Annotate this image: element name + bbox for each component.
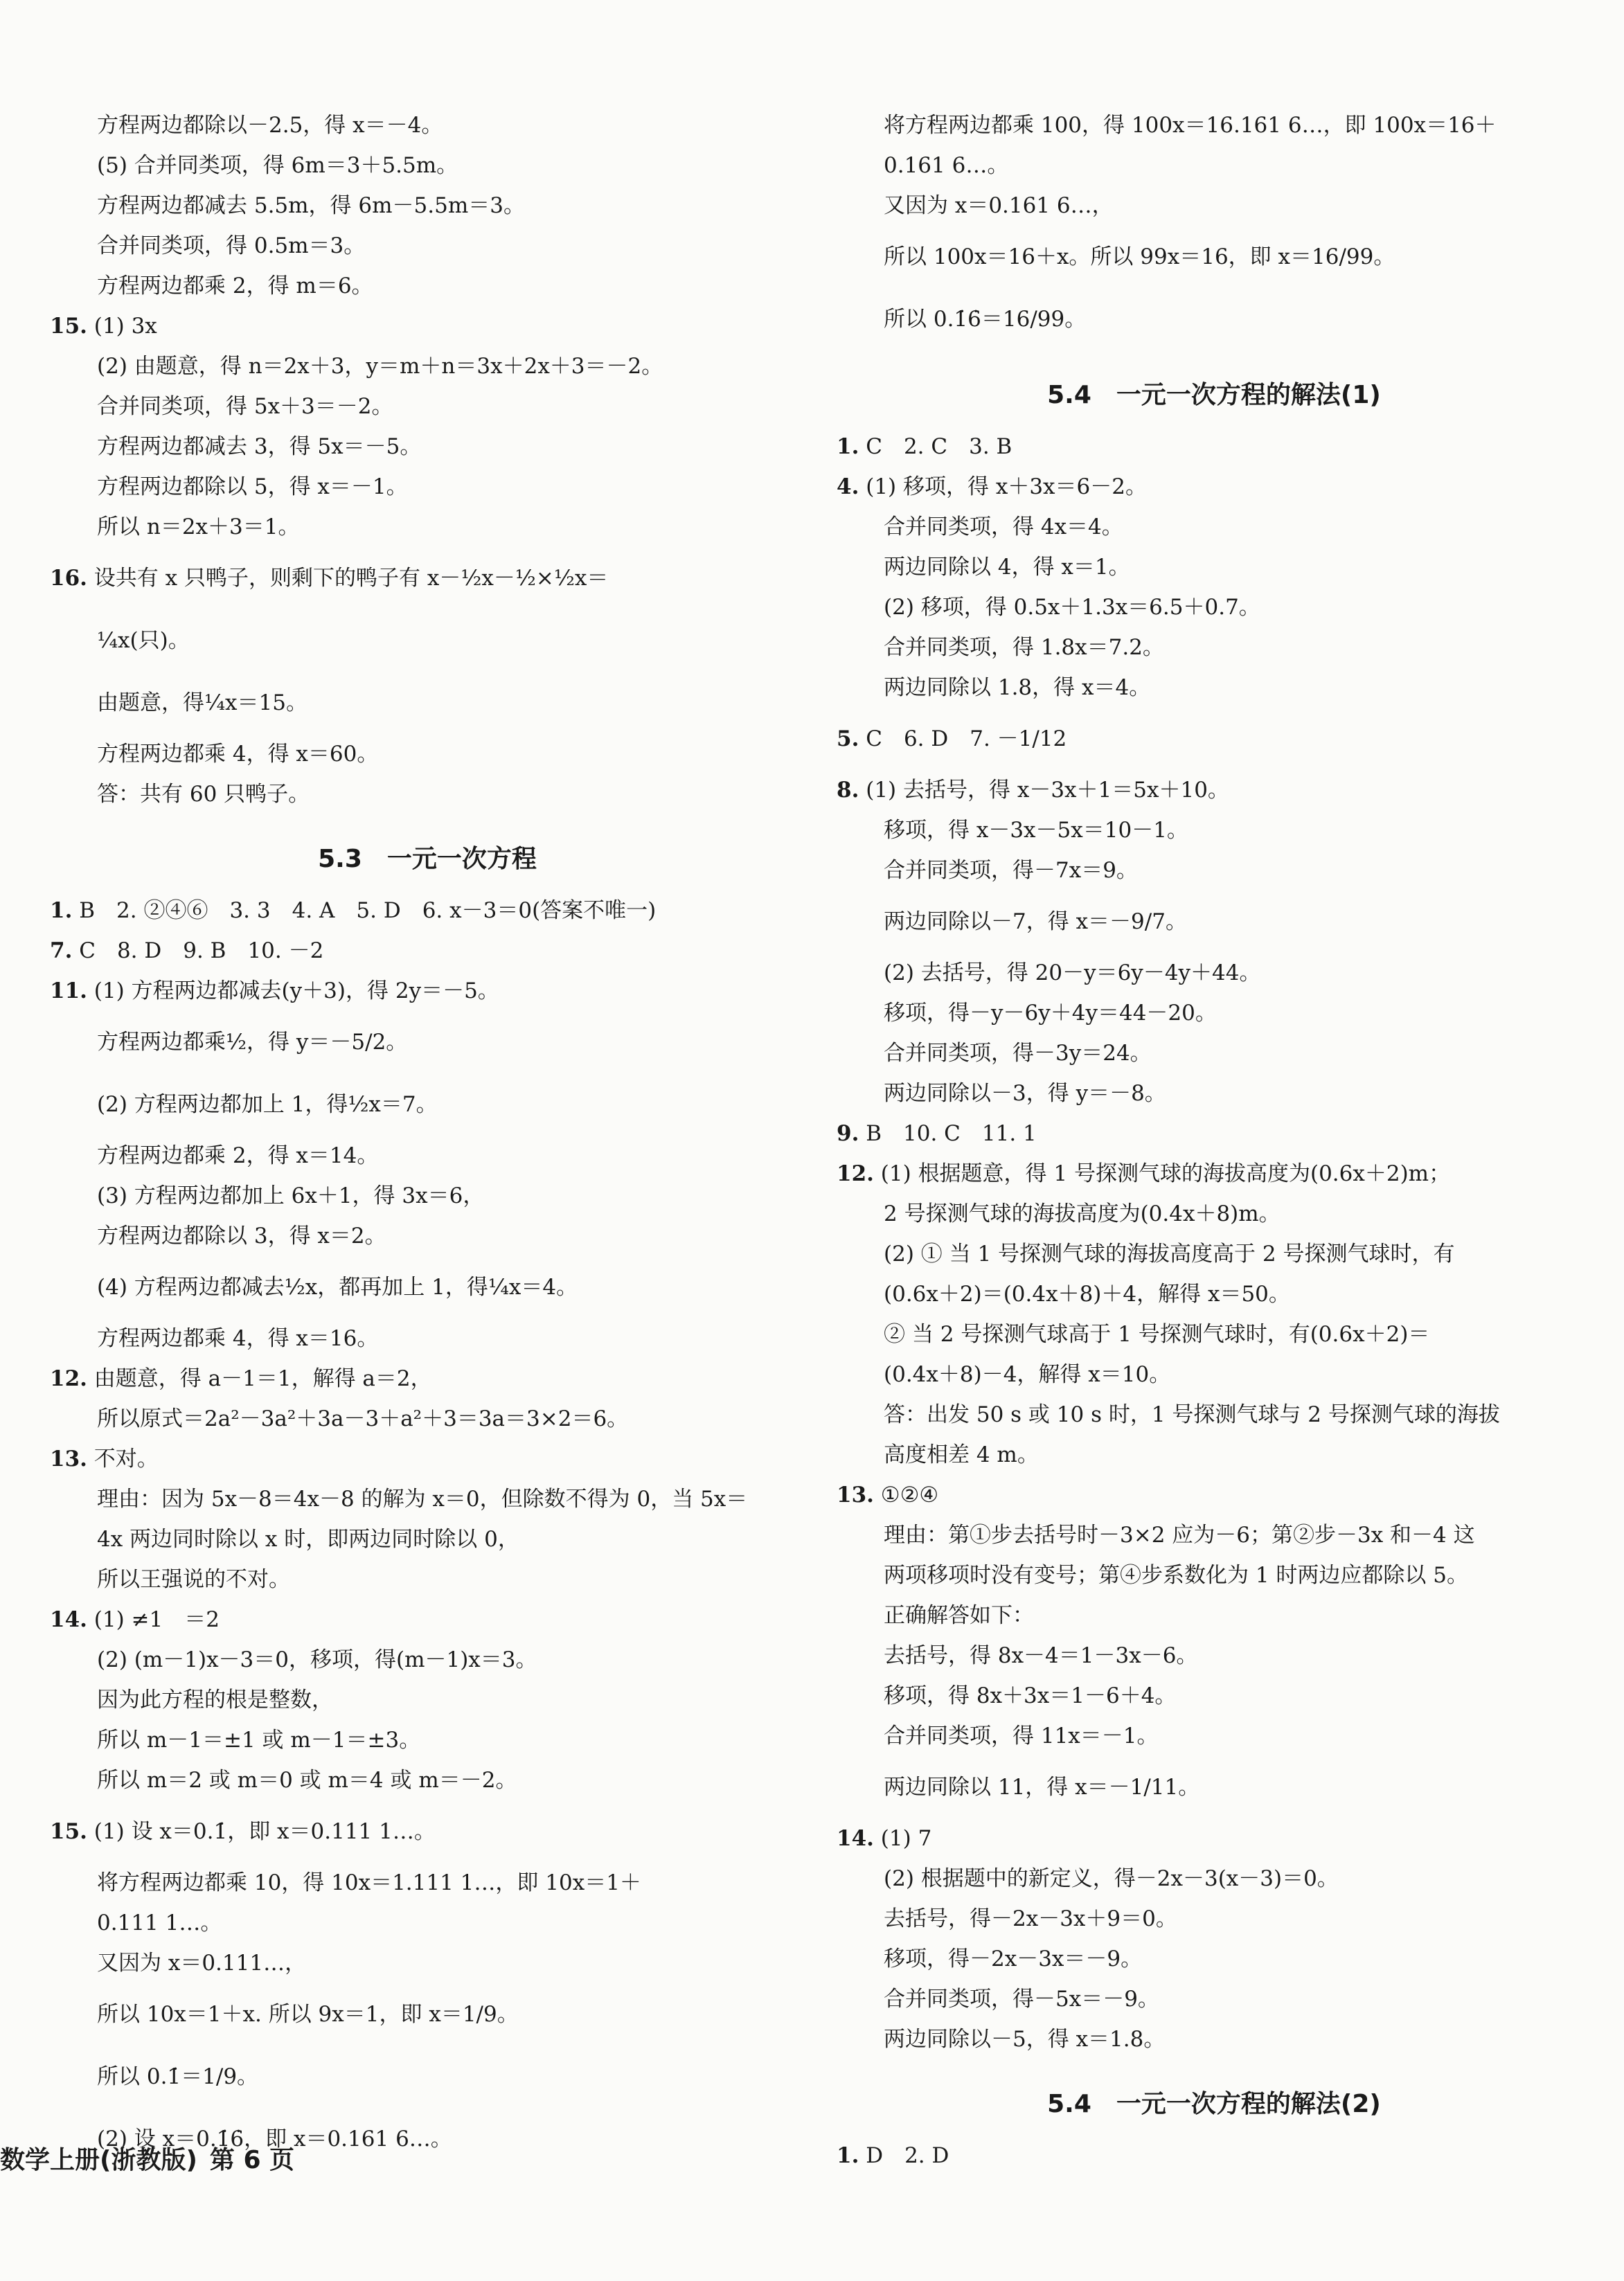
answer-text: 答：共有 60 只鸭子。 [97, 782, 310, 807]
answer-text: 理由：因为 5x－8＝4x－8 的解为 x＝0，但除数不得为 0，当 5x＝ [97, 1487, 748, 1512]
answer-line [50, 467, 805, 507]
question-number: 12. [50, 1366, 87, 1391]
answer-line [837, 1354, 1591, 1395]
answer-text: ¼x(只)。 [97, 628, 190, 653]
answer-text: 所以 0.1̇＝1/9。 [97, 2064, 259, 2089]
answer-line [837, 1515, 1591, 1555]
answer-line [50, 1399, 805, 1439]
answer-text: (2) ① 当 1 号探测气球的海拔高度高于 2 号探测气球时，有 [884, 1242, 1455, 1267]
answer-text: 两边同除以 1.8，得 x＝4。 [884, 675, 1151, 700]
answer-text: 设共有 x 只鸭子，则剩下的鸭子有 x－½x－½×½x＝ [93, 566, 609, 591]
question-number: 5. [837, 726, 859, 751]
answer-line [837, 587, 1591, 627]
answer-line [50, 186, 805, 226]
answer-text: 所以 n＝2x＋3＝1。 [97, 515, 300, 539]
answer-text: (5) 合并同类项，得 6m＝3＋5.5m。 [97, 153, 458, 178]
answer-line [50, 609, 805, 672]
answer-text: 两边同除以 4，得 x＝1。 [884, 555, 1130, 580]
answer-text: 去括号，得 8x－4＝1－3x－6。 [884, 1643, 1198, 1668]
answer-line [837, 1073, 1591, 1113]
answer-line [837, 288, 1591, 350]
answer-line [50, 1519, 805, 1559]
answer-text: (1) 去括号，得 x－3x＋1＝5x＋10。 [866, 778, 1229, 803]
answer-line [837, 953, 1591, 993]
answer-text: (2) 根据题中的新定义，得－2x－3(x－3)＝0。 [884, 1866, 1339, 1891]
answer-line [837, 668, 1591, 708]
answer-line [50, 1318, 805, 1359]
question-number: 13. [837, 1483, 874, 1508]
answer-line [50, 1903, 805, 1943]
answer-text: 0.161 6…。 [884, 153, 1009, 178]
answer-line [837, 1676, 1591, 1716]
answer-text: (2) (m－1)x－3＝0，移项，得(m－1)x＝3。 [97, 1647, 537, 1672]
answer-text: 方程两边都乘 2，得 m＝6。 [97, 274, 373, 298]
answer-line [837, 2019, 1591, 2059]
answer-text: (1) 方程两边都减去(y＋3)，得 2y＝－5。 [93, 978, 499, 1003]
answer-text: (0.4x＋8)－4，解得 x＝10。 [884, 1362, 1171, 1387]
answer-line [837, 1113, 1591, 1154]
answer-text: (2) 由题意，得 n＝2x＋3，y＝m＋n＝3x＋2x＋3＝－2。 [97, 354, 663, 379]
answer-line [837, 1395, 1591, 1435]
answer-text: (2) 去括号，得 20－y＝6y－4y＋44。 [884, 960, 1261, 985]
answer-line [50, 1640, 805, 1680]
answer-line [837, 770, 1591, 810]
question-number: 14. [50, 1607, 87, 1632]
answer-text: 移项，得－2x－3x＝－9。 [884, 1947, 1143, 1971]
answer-text: (1) 移项，得 x＋3x＝6－2。 [866, 474, 1147, 499]
answer-text: 所以 m－1＝±1 或 m－1＝±3。 [97, 1728, 421, 1753]
answer-text: (0.6x＋2)＝(0.4x＋8)＋4，解得 x＝50。 [884, 1282, 1290, 1307]
answer-text: 将方程两边都乘 10，得 10x＝1.111 1…，即 10x＝1＋ [97, 1870, 641, 1895]
answer-text: 所以 10x＝1＋x. 所以 9x＝1，即 x＝1/9。 [97, 2002, 519, 2027]
answer-line [50, 1760, 805, 1800]
answer-text: 移项，得 8x＋3x＝1－6＋4。 [884, 1683, 1177, 1708]
answer-line [837, 1154, 1591, 1194]
answer-text: 2 号探测气球的海拔高度为(0.4x＋8)m。 [884, 1201, 1281, 1226]
answer-line [837, 993, 1591, 1033]
answer-text: 正确解答如下： [884, 1603, 1034, 1628]
answer-text: 答：出发 50 s 或 10 s 时，1 号探测气球与 2 号探测气球的海拔 [884, 1402, 1500, 1427]
answer-text: 因为此方程的根是整数， [97, 1688, 333, 1712]
answer-text: 合并同类项，得－5x＝－9。 [884, 1987, 1159, 2012]
answer-text: 方程两边都除以－2.5，得 x＝－4。 [97, 113, 443, 138]
answer-text: (3) 方程两边都加上 6x＋1，得 3x＝6， [97, 1183, 485, 1208]
answer-text: 两边同除以－3，得 y＝－8。 [884, 1081, 1166, 1106]
answer-line [837, 1818, 1591, 1859]
answer-text: 所以 0.1̇6̇＝16/99。 [884, 307, 1087, 332]
answer-line [50, 1136, 805, 1176]
question-number: 15. [50, 314, 87, 339]
question-number: 8. [837, 778, 859, 803]
answer-text: 将方程两边都乘 100，得 100x＝16.161 6…，即 100x＝16＋ [884, 113, 1497, 138]
answer-text: 所以 100x＝16＋x。所以 99x＝16，即 x＝16/99。 [884, 244, 1395, 269]
answer-line [50, 145, 805, 186]
answer-line [837, 547, 1591, 587]
answer-line [50, 1256, 805, 1318]
answer-text: 方程两边都减去 3，得 5x＝－5。 [97, 434, 422, 459]
answer-line [50, 1073, 805, 1136]
answer-line [50, 386, 805, 427]
answer-line [837, 627, 1591, 668]
question-number: 1. [50, 898, 73, 923]
answer-line [50, 1800, 805, 1863]
answer-text: C 8. D 9. B 10. －2 [79, 938, 324, 963]
answer-line [837, 1899, 1591, 1939]
answer-line [837, 427, 1591, 467]
answer-line [837, 2136, 1591, 2176]
answer-text: 方程两边都除以 3，得 x＝2。 [97, 1224, 386, 1249]
answer-line [50, 547, 805, 609]
answer-text: 方程两边都乘 2，得 x＝14。 [97, 1143, 379, 1168]
answer-text: 理由：第①步去括号时－3×2 应为－6；第②步－3x 和－4 这 [884, 1523, 1475, 1548]
answer-text: 方程两边都乘½，得 y＝－5/2。 [97, 1030, 408, 1055]
answer-line [837, 1716, 1591, 1756]
answer-line [837, 1859, 1591, 1899]
question-number: 14. [837, 1826, 874, 1851]
answer-text: D 2. D [866, 2143, 949, 2168]
answer-line [837, 1314, 1591, 1354]
answer-line [837, 507, 1591, 547]
right-column [837, 105, 1591, 2176]
answer-line [837, 105, 1591, 145]
answer-text: 合并同类项，得 1.8x＝7.2。 [884, 635, 1164, 660]
answer-line [50, 774, 805, 814]
left-column [50, 105, 805, 2170]
question-number: 16. [50, 566, 87, 591]
answer-text: 由题意，得 a－1＝1，解得 a＝2， [93, 1366, 432, 1391]
answer-text: 方程两边都乘 4，得 x＝16。 [97, 1326, 379, 1351]
answer-line [837, 1595, 1591, 1636]
answer-text: 又因为 x＝0.161 6…， [884, 193, 1114, 218]
answer-line [837, 1939, 1591, 1979]
answer-line [837, 891, 1591, 953]
answer-line [50, 1011, 805, 1073]
answer-text: 所以原式＝2a²－3a²＋3a－3＋a²＋3＝3a＝3×2＝6。 [97, 1406, 629, 1431]
answer-line [837, 810, 1591, 850]
question-number: 7. [50, 938, 73, 963]
answer-line [50, 306, 805, 346]
answer-line [50, 1176, 805, 1216]
answer-line [50, 346, 805, 386]
answer-line [50, 1479, 805, 1519]
answer-text: 所以 m＝2 或 m＝0 或 m＝4 或 m＝－2。 [97, 1768, 517, 1793]
answer-line [50, 1216, 805, 1256]
answer-text: 不对。 [93, 1447, 159, 1472]
answer-line [837, 1033, 1591, 1073]
answer-line [837, 850, 1591, 891]
answer-line [50, 1600, 805, 1640]
answer-line [50, 1439, 805, 1479]
question-number: 4. [837, 474, 859, 499]
answer-line [837, 1194, 1591, 1234]
question-number: 11. [50, 978, 87, 1003]
answer-text: (2) 方程两边都加上 1，得½x＝7。 [97, 1092, 438, 1117]
answer-text: (1) 3x [93, 314, 157, 339]
answer-text: B 10. C 11. 1 [866, 1121, 1037, 1146]
answer-text: 4x 两边同时除以 x 时，即两边同时除以 0， [97, 1527, 519, 1552]
answer-line [50, 1359, 805, 1399]
page-number: 第 6 页 [209, 2146, 295, 2174]
answer-text: (1) 7 [880, 1826, 932, 1851]
answer-line [50, 1680, 805, 1720]
answer-text: ①②④ [880, 1483, 939, 1508]
answer-line [837, 1756, 1591, 1818]
answer-text: (4) 方程两边都减去½x，都再加上 1，得¼x＝4。 [97, 1275, 578, 1300]
answer-text: 合并同类项，得－7x＝9。 [884, 858, 1138, 883]
answer-line [50, 734, 805, 774]
answer-text: 合并同类项，得 5x＋3＝－2。 [97, 394, 393, 419]
answer-text: 0.111 1…。 [97, 1911, 222, 1935]
answer-line [50, 427, 805, 467]
answer-line [50, 1943, 805, 1983]
answer-text: 两边同除以－7，得 x＝－9/7。 [884, 909, 1187, 934]
answer-text: 移项，得 x－3x－5x＝10－1。 [884, 818, 1188, 843]
answer-text: 两项移项时没有变号；第④步系数化为 1 时两边应都除以 5。 [884, 1563, 1469, 1588]
answer-text: 合并同类项，得 11x＝－1。 [884, 1724, 1159, 1748]
answer-line [50, 226, 805, 266]
answer-text: 方程两边都除以 5，得 x＝－1。 [97, 474, 408, 499]
answer-text: C 6. D 7. －1/12 [866, 726, 1067, 751]
answer-line [837, 708, 1591, 770]
answer-line [837, 1979, 1591, 2019]
answer-line [50, 1983, 805, 2046]
answer-line [837, 1274, 1591, 1314]
question-number: 9. [837, 1121, 859, 1146]
answer-text: 方程两边都减去 5.5m，得 6m－5.5m＝3。 [97, 193, 525, 218]
question-number: 13. [50, 1447, 87, 1472]
answer-line [837, 1475, 1591, 1515]
answer-line [50, 1863, 805, 1903]
answer-text: 方程两边都乘 4，得 x＝60。 [97, 742, 379, 767]
book-title: 数学上册(浙教版) [0, 2146, 197, 2174]
answer-line [50, 105, 805, 145]
answer-line [50, 1720, 805, 1760]
answer-text: (2) 设 x＝0.1̇6̇，即 x＝0.161 6…。 [97, 2127, 452, 2152]
answer-text: (1) 设 x＝0.1̇，即 x＝0.111 1…。 [93, 1819, 436, 1844]
answer-text: 去括号，得－2x－3x＋9＝0。 [884, 1906, 1177, 1931]
answer-line [50, 672, 805, 734]
answer-line [837, 467, 1591, 507]
section-heading: 5.4 一元一次方程的解法(2) [1047, 2090, 1381, 2118]
answer-text: 两边同除以 11，得 x＝－1/11。 [884, 1775, 1200, 1800]
answer-line [50, 2046, 805, 2108]
answer-text: 高度相差 4 m。 [884, 1442, 1039, 1467]
answer-text: (1) ≠1 ＝2 [93, 1607, 220, 1632]
answer-text: C 2. C 3. B [866, 434, 1012, 459]
answer-line [50, 266, 805, 306]
answer-line [837, 1234, 1591, 1274]
answer-text: 合并同类项，得 0.5m＝3。 [97, 233, 366, 258]
answer-line [837, 1435, 1591, 1475]
section-heading: 5.4 一元一次方程的解法(1) [1047, 381, 1381, 409]
question-number: 12. [837, 1161, 874, 1186]
answer-text: 由题意，得¼x＝15。 [97, 690, 307, 715]
answer-line [837, 1555, 1591, 1595]
answer-line [837, 226, 1591, 288]
question-number: 15. [50, 1819, 87, 1844]
answer-text: 移项，得－y－6y＋4y＝44－20。 [884, 1001, 1217, 1026]
answer-text: ② 当 2 号探测气球高于 1 号探测气球时，有(0.6x＋2)＝ [884, 1322, 1430, 1347]
answer-text: 两边同除以－5，得 x＝1.8。 [884, 2027, 1166, 2052]
question-number: 1. [837, 434, 859, 459]
answer-line [50, 507, 805, 547]
answer-text: 又因为 x＝0.111…， [97, 1951, 307, 1976]
answer-line [50, 891, 805, 931]
answer-text: B 2. ②④⑥ 3. 3 4. A 5. D 6. x－3＝0(答案不唯一) [79, 898, 657, 923]
page-footer [0, 2140, 485, 2181]
answer-text: 所以王强说的不对。 [97, 1567, 290, 1592]
answer-line [50, 971, 805, 1011]
question-number: 1. [837, 2143, 859, 2168]
answer-text: (1) 根据题意，得 1 号探测气球的海拔高度为(0.6x＋2)m； [880, 1161, 1451, 1186]
answer-line [837, 1636, 1591, 1676]
answer-text: 合并同类项，得 4x＝4。 [884, 515, 1123, 539]
answer-text: (2) 移项，得 0.5x＋1.3x＝6.5＋0.7。 [884, 595, 1260, 620]
answer-line [837, 145, 1591, 186]
answer-line [50, 931, 805, 971]
answer-line [837, 186, 1591, 226]
section-heading: 5.3 一元一次方程 [318, 845, 537, 873]
answer-text: 合并同类项，得－3y＝24。 [884, 1041, 1152, 1066]
answer-line [50, 1559, 805, 1600]
